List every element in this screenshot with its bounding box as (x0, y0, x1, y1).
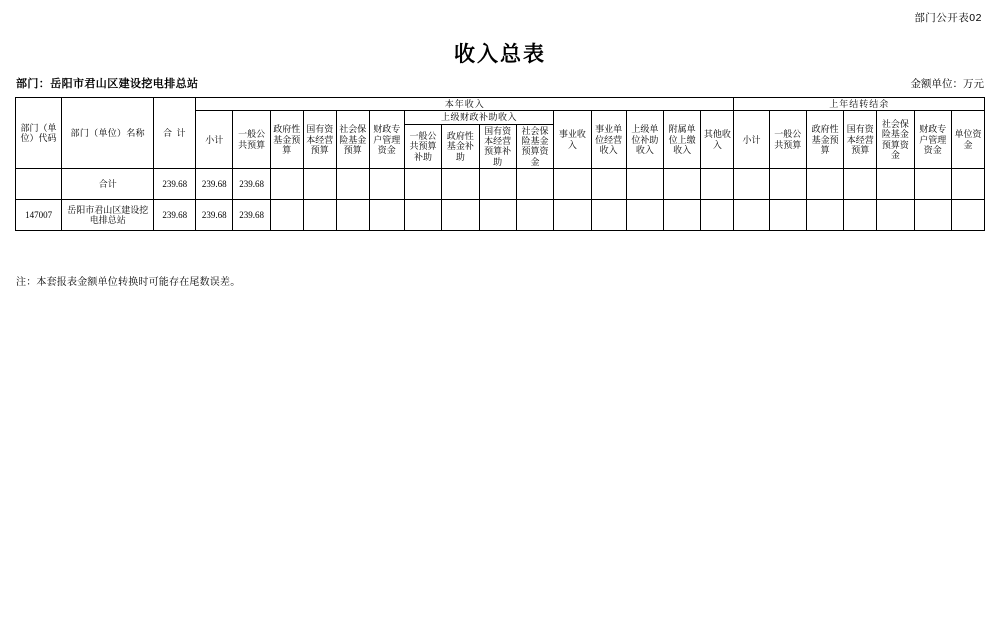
department-label: 部门：岳阳市君山区建设挖电排总站 (16, 78, 199, 90)
cell-name: 合计 (62, 169, 154, 200)
cell-cy-soe-capital-budget (303, 169, 336, 200)
cell-cy-subtotal: 239.68 (196, 200, 233, 231)
cell-cy-soe-capital-budget (303, 200, 336, 231)
group-prev-carryover: 上年结转结余 (734, 98, 985, 111)
cell-cy-general-public-budget: 239.68 (233, 200, 270, 231)
col-cy-fiscal-special-account: 财政专户管理资金 (369, 111, 404, 169)
col-pc-soe-capital-budget: 国有资本经营预算 (844, 111, 877, 169)
form-code: 部门公开表02 (914, 12, 982, 24)
cell-cy-sub-soe (479, 169, 516, 200)
cell-cy-affiliated-payment (664, 169, 701, 200)
col-cy-superior-unit-subsidy-income: 上级单位补助收入 (626, 111, 663, 169)
col-cy-sub-soe-capital-budget: 国有资本经营预算补助 (479, 124, 516, 168)
cell-cy-sub-soe (479, 200, 516, 231)
col-cy-general-public-budget: 一般公共预算 (233, 111, 270, 169)
cell-pc-gov-fund-budget (806, 169, 843, 200)
col-cy-other-income: 其他收入 (701, 111, 734, 169)
col-cy-affiliated-unit-payment-income: 附属单位上缴收入 (664, 111, 701, 169)
col-pc-subtotal: 小计 (734, 111, 769, 169)
cell-code: 147007 (16, 200, 62, 231)
cell-pc-social-insurance-fund (877, 200, 914, 231)
col-cy-gov-fund-budget: 政府性基金预算 (270, 111, 303, 169)
meta-row (16, 75, 984, 91)
col-cy-sub-social-insurance-fund: 社会保险基金预算资金 (516, 124, 553, 168)
cell-cy-gov-fund-budget (270, 200, 303, 231)
cell-cy-sub-gov-fund (442, 200, 479, 231)
cell-cy-general-public-budget: 239.68 (233, 169, 270, 200)
cell-cy-sub-general (404, 200, 441, 231)
cell-cy-gov-fund-budget (270, 169, 303, 200)
cell-cy-sub-social (516, 200, 553, 231)
col-cy-business-income: 事业收入 (554, 111, 591, 169)
cell-pc-unit-capital (951, 200, 984, 231)
col-cy-sub-general-public-budget: 一般公共预算补助 (404, 124, 441, 168)
footer-note: 注：本套报表金额单位转换时可能存在尾数误差。 (16, 277, 241, 288)
col-total: 合 计 (154, 98, 196, 169)
cell-cy-sub-general (404, 169, 441, 200)
cell-total: 239.68 (154, 200, 196, 231)
cell-cy-social-insurance-fund (336, 200, 369, 231)
cell-cy-business-operating (591, 200, 626, 231)
col-dept-code: 部门（单位）代码 (16, 98, 62, 169)
col-cy-soe-capital-budget: 国有资本经营预算 (303, 111, 336, 169)
col-cy-sub-gov-fund-budget: 政府性基金补助 (442, 124, 479, 168)
cell-name: 岳阳市君山区建设挖电排总站 (62, 200, 154, 231)
cell-cy-business-income (554, 169, 591, 200)
col-pc-general-public-budget: 一般公共预算 (769, 111, 806, 169)
cell-cy-other-income (701, 169, 734, 200)
col-cy-subtotal: 小计 (196, 111, 233, 169)
cell-cy-fiscal-special-account (369, 169, 404, 200)
cell-total: 239.68 (154, 169, 196, 200)
cell-cy-sub-social (516, 169, 553, 200)
cell-pc-subtotal (734, 200, 769, 231)
cell-cy-business-income (554, 200, 591, 231)
amount-unit-label: 金额单位：万元 (910, 78, 984, 90)
col-cy-social-insurance-fund: 社会保险基金预算 (336, 111, 369, 169)
cell-cy-sub-gov-fund (442, 169, 479, 200)
cell-pc-fiscal-special-account (914, 200, 951, 231)
col-pc-gov-fund-budget: 政府性基金预算 (806, 111, 843, 169)
cell-pc-fiscal-special-account (914, 169, 951, 200)
cell-cy-other-income (701, 200, 734, 231)
cell-pc-general-public-budget (769, 169, 806, 200)
page-title: 收入总表 (454, 42, 546, 66)
table-row (16, 169, 985, 200)
col-dept-name: 部门（单位）名称 (62, 98, 154, 169)
group-current-year: 本年收入 (196, 98, 734, 111)
cell-cy-superior-unit-subsidy (626, 200, 663, 231)
cell-pc-unit-capital (951, 169, 984, 200)
cell-cy-social-insurance-fund (336, 169, 369, 200)
cell-pc-subtotal (734, 169, 769, 200)
group-superior-subsidy: 上级财政补助收入 (404, 111, 553, 124)
table-body (16, 169, 985, 231)
table-row (16, 200, 985, 231)
cell-cy-business-operating (591, 169, 626, 200)
col-pc-social-insurance-fund: 社会保险基金预算资金 (877, 111, 914, 169)
cell-cy-subtotal: 239.68 (196, 169, 233, 200)
cell-cy-affiliated-payment (664, 200, 701, 231)
col-pc-unit-capital: 单位资金 (951, 111, 984, 169)
cell-pc-social-insurance-fund (877, 169, 914, 200)
cell-pc-general-public-budget (769, 200, 806, 231)
col-pc-fiscal-special-account: 财政专户管理资金 (914, 111, 951, 169)
cell-cy-superior-unit-subsidy (626, 169, 663, 200)
cell-pc-soe-capital-budget (844, 200, 877, 231)
income-summary-table (15, 97, 985, 231)
cell-pc-gov-fund-budget (806, 200, 843, 231)
col-cy-business-operating-income: 事业单位经营收入 (591, 111, 626, 169)
cell-cy-fiscal-special-account (369, 200, 404, 231)
cell-pc-soe-capital-budget (844, 169, 877, 200)
cell-code (16, 169, 62, 200)
